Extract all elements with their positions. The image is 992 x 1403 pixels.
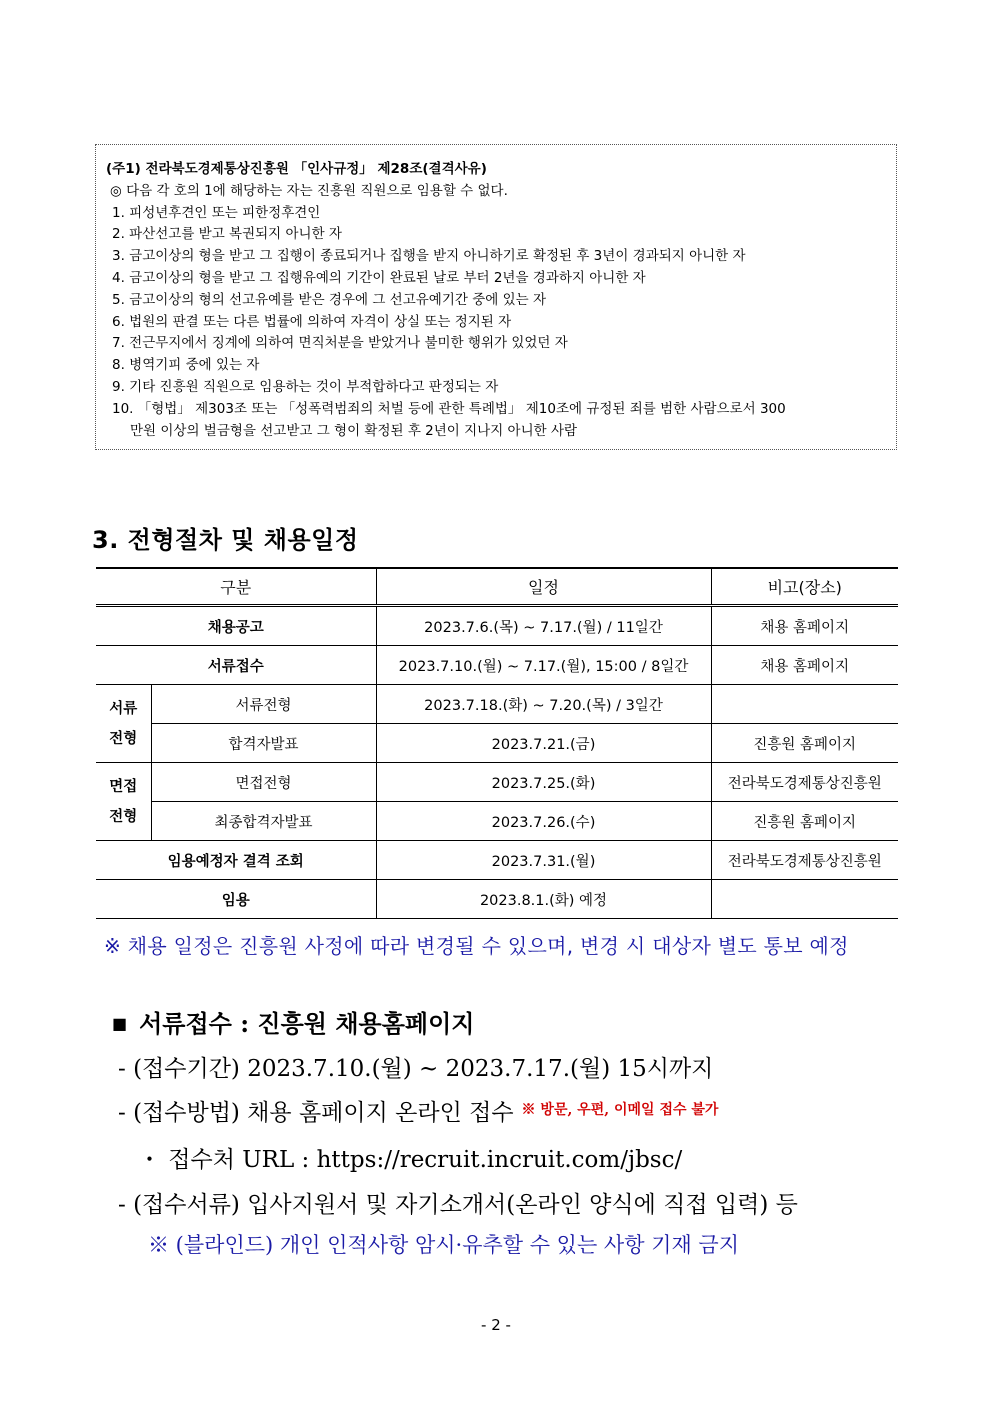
row-date: 2023.7.31.(월)	[376, 841, 711, 880]
group-label-top: 서류	[109, 700, 138, 717]
notice-item: 5. 금고이상의 형의 선고유예를 받은 경우에 그 선고유예기간 중에 있는 자	[112, 291, 546, 308]
notice-item: 9. 기타 진흥원 직원으로 임용하는 것이 부적합하다고 판정되는 자	[112, 378, 499, 395]
notice-item: 1. 피성년후견인 또는 피한정후견인	[112, 204, 321, 221]
notice-intro: ◎ 다음 각 호의 1에 해당하는 자는 진흥원 직원으로 임용할 수 없다.	[110, 182, 508, 199]
row-label: 채용공고	[96, 606, 376, 646]
group-label-bottom: 전형	[109, 730, 138, 747]
blind-notice: ※ (블라인드) 개인 인적사항 암시·유추할 수 있는 사항 기재 금지	[148, 1233, 740, 1257]
row-date: 2023.7.18.(화) ~ 7.20.(목) / 3일간	[376, 685, 711, 724]
group-label-bottom: 전형	[109, 808, 138, 825]
application-title: 서류접수 : 진흥원 채용홈페이지	[139, 1009, 475, 1038]
application-method: - (접수방법) 채용 홈페이지 온라인 접수	[118, 1100, 514, 1126]
row-label: 서류접수	[96, 646, 376, 685]
row-date: 2023.7.21.(금)	[376, 724, 711, 763]
group-label-top: 면접	[109, 778, 138, 795]
header-category: 구분	[96, 568, 376, 606]
notice-item: 3. 금고이상의 형을 받고 그 집행이 종료되거나 집행을 받지 아니하기로 확정된 후 3년이 경과되지 아니한 자	[112, 248, 746, 265]
row-label: 합격자발표	[151, 724, 376, 763]
table-header-row	[96, 568, 898, 606]
row-label: 임용예정자 결격 조회	[96, 841, 376, 880]
row-label: 임용	[96, 880, 376, 919]
row-note	[711, 685, 898, 724]
disqualification-notice-box	[95, 144, 897, 450]
application-period: - (접수기간) 2023.7.10.(월) ~ 2023.7.17.(월) 15시까지	[118, 1056, 714, 1082]
row-note: 전라북도경제통상진흥원	[711, 763, 898, 802]
header-schedule: 일정	[376, 568, 711, 606]
row-date: 2023.7.6.(목) ~ 7.17.(월) / 11일간	[376, 606, 711, 646]
schedule-change-note: ※ 채용 일정은 진흥원 사정에 따라 변경될 수 있으며, 변경 시 대상자 별도 통보 예정	[104, 934, 849, 958]
row-note	[711, 880, 898, 919]
notice-item: 2. 파산선고를 받고 복권되지 아니한 자	[112, 226, 342, 243]
table-row	[96, 841, 898, 880]
table-row	[96, 606, 898, 646]
section-title: 3. 전형절차 및 채용일정	[92, 526, 359, 554]
row-date: 2023.7.26.(수)	[376, 802, 711, 841]
application-heading	[112, 1004, 474, 1039]
method-warning: ※ 방문, 우편, 이메일 접수 불가	[521, 1102, 719, 1118]
row-label: 최종합격자발표	[151, 802, 376, 841]
row-date: 2023.8.1.(화) 예정	[376, 880, 711, 919]
notice-item: 7. 전근무지에서 징계에 의하여 면직처분을 받았거나 불미한 행위가 있었던 자	[112, 335, 568, 352]
table-row	[96, 880, 898, 919]
application-method-line	[118, 1094, 718, 1127]
table-row	[96, 685, 898, 724]
row-date: 2023.7.25.(화)	[376, 763, 711, 802]
application-url-line: ・ 접수처 URL : https://recruit.incruit.com/jbsc/	[138, 1147, 683, 1173]
table-row	[96, 763, 898, 802]
row-note: 전라북도경제통상진흥원	[711, 841, 898, 880]
row-date: 2023.7.10.(월) ~ 7.17.(월), 15:00 / 8일간	[376, 646, 711, 685]
square-bullet-icon: ■	[112, 1014, 128, 1033]
application-documents: - (접수서류) 입사지원서 및 자기소개서(온라인 양식에 직접 입력) 등	[118, 1192, 798, 1218]
row-note: 진흥원 홈페이지	[711, 724, 898, 763]
table-row	[96, 802, 898, 841]
notice-item: 8. 병역기피 중에 있는 자	[112, 357, 260, 374]
row-note: 채용 홈페이지	[711, 606, 898, 646]
table-row	[96, 724, 898, 763]
notice-item-continuation: 만원 이상의 벌금형을 선고받고 그 형이 확정된 후 2년이 지나지 아니한 사람	[130, 422, 578, 439]
group-document-screening	[96, 685, 151, 763]
page-number: - 2 -	[481, 1316, 511, 1334]
row-label: 면접전형	[151, 763, 376, 802]
table-row	[96, 646, 898, 685]
group-interview	[96, 763, 151, 841]
row-note: 채용 홈페이지	[711, 646, 898, 685]
header-note: 비고(장소)	[711, 568, 898, 606]
notice-title: (주1) 전라북도경제통상진흥원 「인사규정」 제28조(결격사유)	[106, 161, 487, 177]
notice-item: 10. 「형법」 제303조 또는 「성폭력범죄의 처벌 등에 관한 특례법」 제10조에 규정된 죄를 범한 사람으로서 300	[112, 400, 786, 417]
notice-item: 4. 금고이상의 형을 받고 그 집행유예의 기간이 완료된 날로 부터 2년을 경과하지 아니한 자	[112, 269, 646, 286]
schedule-table	[96, 567, 898, 919]
row-note: 진흥원 홈페이지	[711, 802, 898, 841]
notice-item: 6. 법원의 판결 또는 다른 법률에 의하여 자격이 상실 또는 정지된 자	[112, 313, 512, 330]
row-label: 서류전형	[151, 685, 376, 724]
